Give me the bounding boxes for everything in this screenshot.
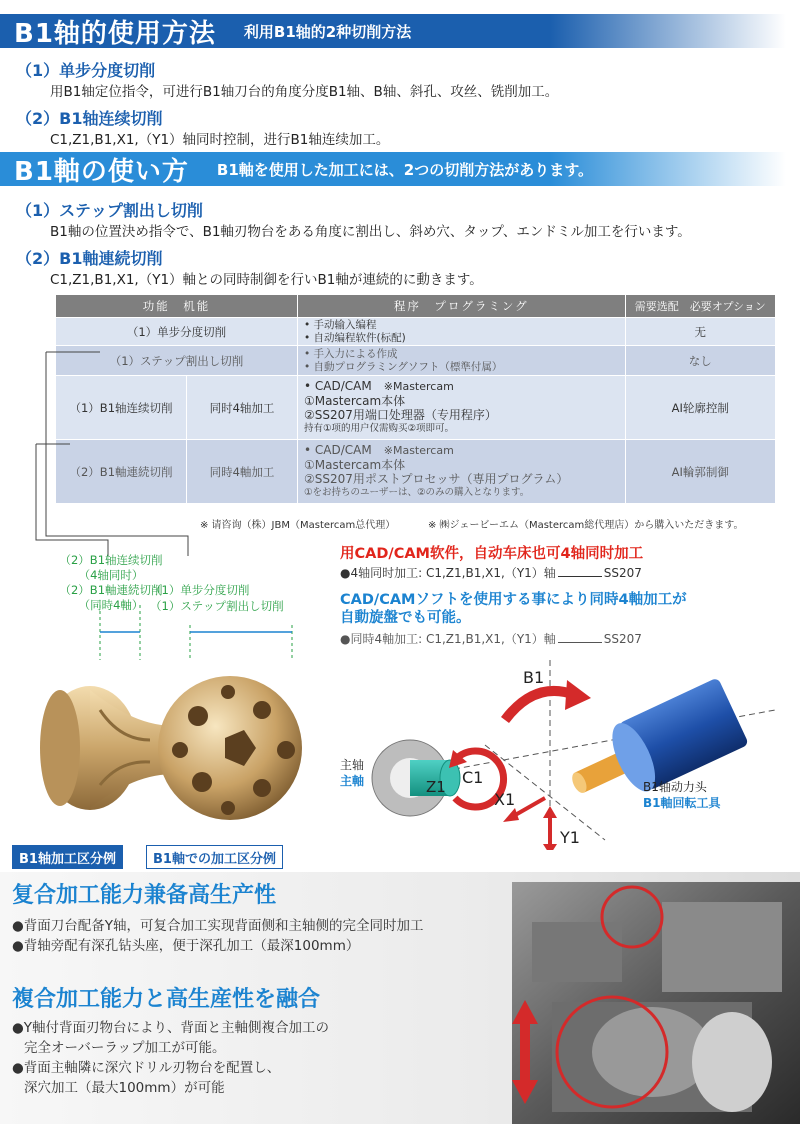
header-title-cn: B1轴的使用方法 — [14, 18, 216, 49]
row4-option: AI輪郭制御 — [625, 440, 775, 504]
cn-item1-title: （1）单步分度切削 — [16, 61, 156, 80]
machined-part-image — [30, 670, 320, 830]
header-subtitle-cn: 利用B1轴的2种切削方法 — [243, 22, 412, 41]
axis-label-y1: Y1 — [560, 828, 580, 847]
table-note-jp: ※ ㈱ジェービーエム（Mastercam総代理店）から購入いただきます。 — [428, 520, 744, 531]
jp-item1-text: B1軸の位置決め指令で、B1軸刃物台をある角度に割出し、斜め穴、タップ、エンドミル加工を行います。 — [50, 224, 691, 240]
row4-program: • CAD/CAM ※Mastercam ①Mastercam本体 ②SS207用ポストプロセッサ（専用プログラム） ①をお持ちのユーザーは、②のみの購入となります。 — [298, 440, 626, 504]
bottom-lines-jp: ●Y軸付背面刃物台により、背面と主軸側複合加工の 完全オーバーラップ加工が可能。 ●背面主軸隣に深穴ドリル刃物台を配置し、 深穴加工（最大100mm）が可能 — [12, 1020, 330, 1096]
axis-label-z1: Z1 — [426, 778, 446, 796]
row3-function: （1）B1轴连续切削 — [56, 376, 187, 440]
bottom-title-cn: 复合加工能力兼备高生产性 — [12, 883, 277, 908]
axis-label-c1: C1 — [462, 768, 484, 787]
axis-diagram — [335, 650, 795, 850]
cn-item2-title: （2）B1轴连续切削 — [16, 109, 163, 128]
tag-cn: B1轴加工区分例 — [12, 845, 123, 869]
bottom-title-jp: 複合加工能力と高生産性を融合 — [12, 987, 321, 1012]
table-header-function: 功能 机能 — [56, 295, 298, 318]
axis-label-b1: B1 — [523, 668, 545, 687]
cn-item2-text: C1,Z1,B1,X1,（Y1）轴同时控制，进行B1轴连续加工。 — [50, 132, 390, 148]
tag-jp: B1軸での加工区分例 — [146, 845, 283, 869]
row2-function: （1）ステップ割出し切削 — [56, 346, 298, 376]
row3-option: AI轮廓控制 — [625, 376, 775, 440]
cadcam-title-jp-1: CAD/CAMソフトを使用する事により同時4軸加工が — [340, 592, 687, 608]
diagram-label-step: （1）单步分度切削 （1）ステップ割出し切削 — [150, 583, 284, 613]
cadcam-title-cn: 用CAD/CAM软件，自动车床也可4轴同时加工 — [340, 546, 644, 562]
row1-program: • 手动输入编程 • 自动编程软件(标配) — [298, 318, 626, 346]
cadcam-line-cn: ●4轴同时加工: C1,Z1,B1,X1,（Y1）轴 SS207 — [340, 566, 642, 580]
row2-program: • 手入力による作成 • 自動プログラミングソフト（標準付属） — [298, 346, 626, 376]
axis-label-x1: X1 — [494, 790, 516, 809]
header-subtitle-jp: B1軸を使用した加工には、2つの切削方法があります。 — [216, 160, 594, 179]
header-bar-cn — [0, 14, 786, 48]
table-header-program: 程序 プログラミング — [298, 295, 626, 318]
tool-label-cn: B1轴动力头 — [643, 780, 707, 794]
machine-photo — [512, 882, 800, 1124]
cn-item1-text: 用B1轴定位指令，可进行B1轴刀台的角度分度B1轴、B轴、斜孔、攻丝、铣削加工。 — [50, 84, 559, 100]
row3-program: • CAD/CAM ※Mastercam ①Mastercam本体 ②SS207用端口处理器（专用程序） 持有①项的用户仅需购买②项即可。 — [298, 376, 626, 440]
row2-option: なし — [625, 346, 775, 376]
cadcam-title-jp-2: 自動旋盤でも可能。 — [340, 610, 471, 626]
row4-function: （2）B1軸連続切削 — [56, 440, 187, 504]
table-note-cn: ※ 请咨询（株）JBM（Mastercam总代理） — [200, 520, 396, 531]
jp-item1-title: （1）ステップ割出し切削 — [16, 201, 203, 220]
row1-function: （1）单步分度切削 — [56, 318, 298, 346]
table-header-option: 需要选配 必要オプション — [625, 295, 775, 318]
header-bar-jp — [0, 152, 786, 186]
jp-item2-text: C1,Z1,B1,X1,（Y1）軸との同時制御を行いB1軸が連続的に動きます。 — [50, 272, 483, 288]
diagram-label-continuous: （2）B1轴连续切削 （4轴同时） （2）B1軸連続切削 （同時4軸） — [59, 553, 163, 612]
jp-item2-title: （2）B1軸連続切削 — [16, 249, 163, 268]
row4-sub: 同時4軸加工 — [187, 440, 298, 504]
spindle-label-jp: 主軸 — [340, 774, 365, 788]
row1-option: 无 — [625, 318, 775, 346]
cadcam-line-jp: ●同時4軸加工: C1,Z1,B1,X1,（Y1）軸 SS207 — [340, 632, 642, 646]
header-title-jp: B1軸の使い方 — [14, 156, 189, 187]
bottom-banner — [0, 872, 800, 1124]
tool-label-jp: B1軸回転工具 — [643, 796, 721, 810]
row3-sub: 同时4轴加工 — [187, 376, 298, 440]
spindle-label-cn: 主轴 — [340, 758, 365, 772]
bottom-lines-cn: ●背面刀台配备Y轴，可复合加工实现背面侧和主轴侧的完全同时加工 ●背轴旁配有深孔钻头座，便于深孔加工（最深100mm） — [12, 918, 424, 954]
